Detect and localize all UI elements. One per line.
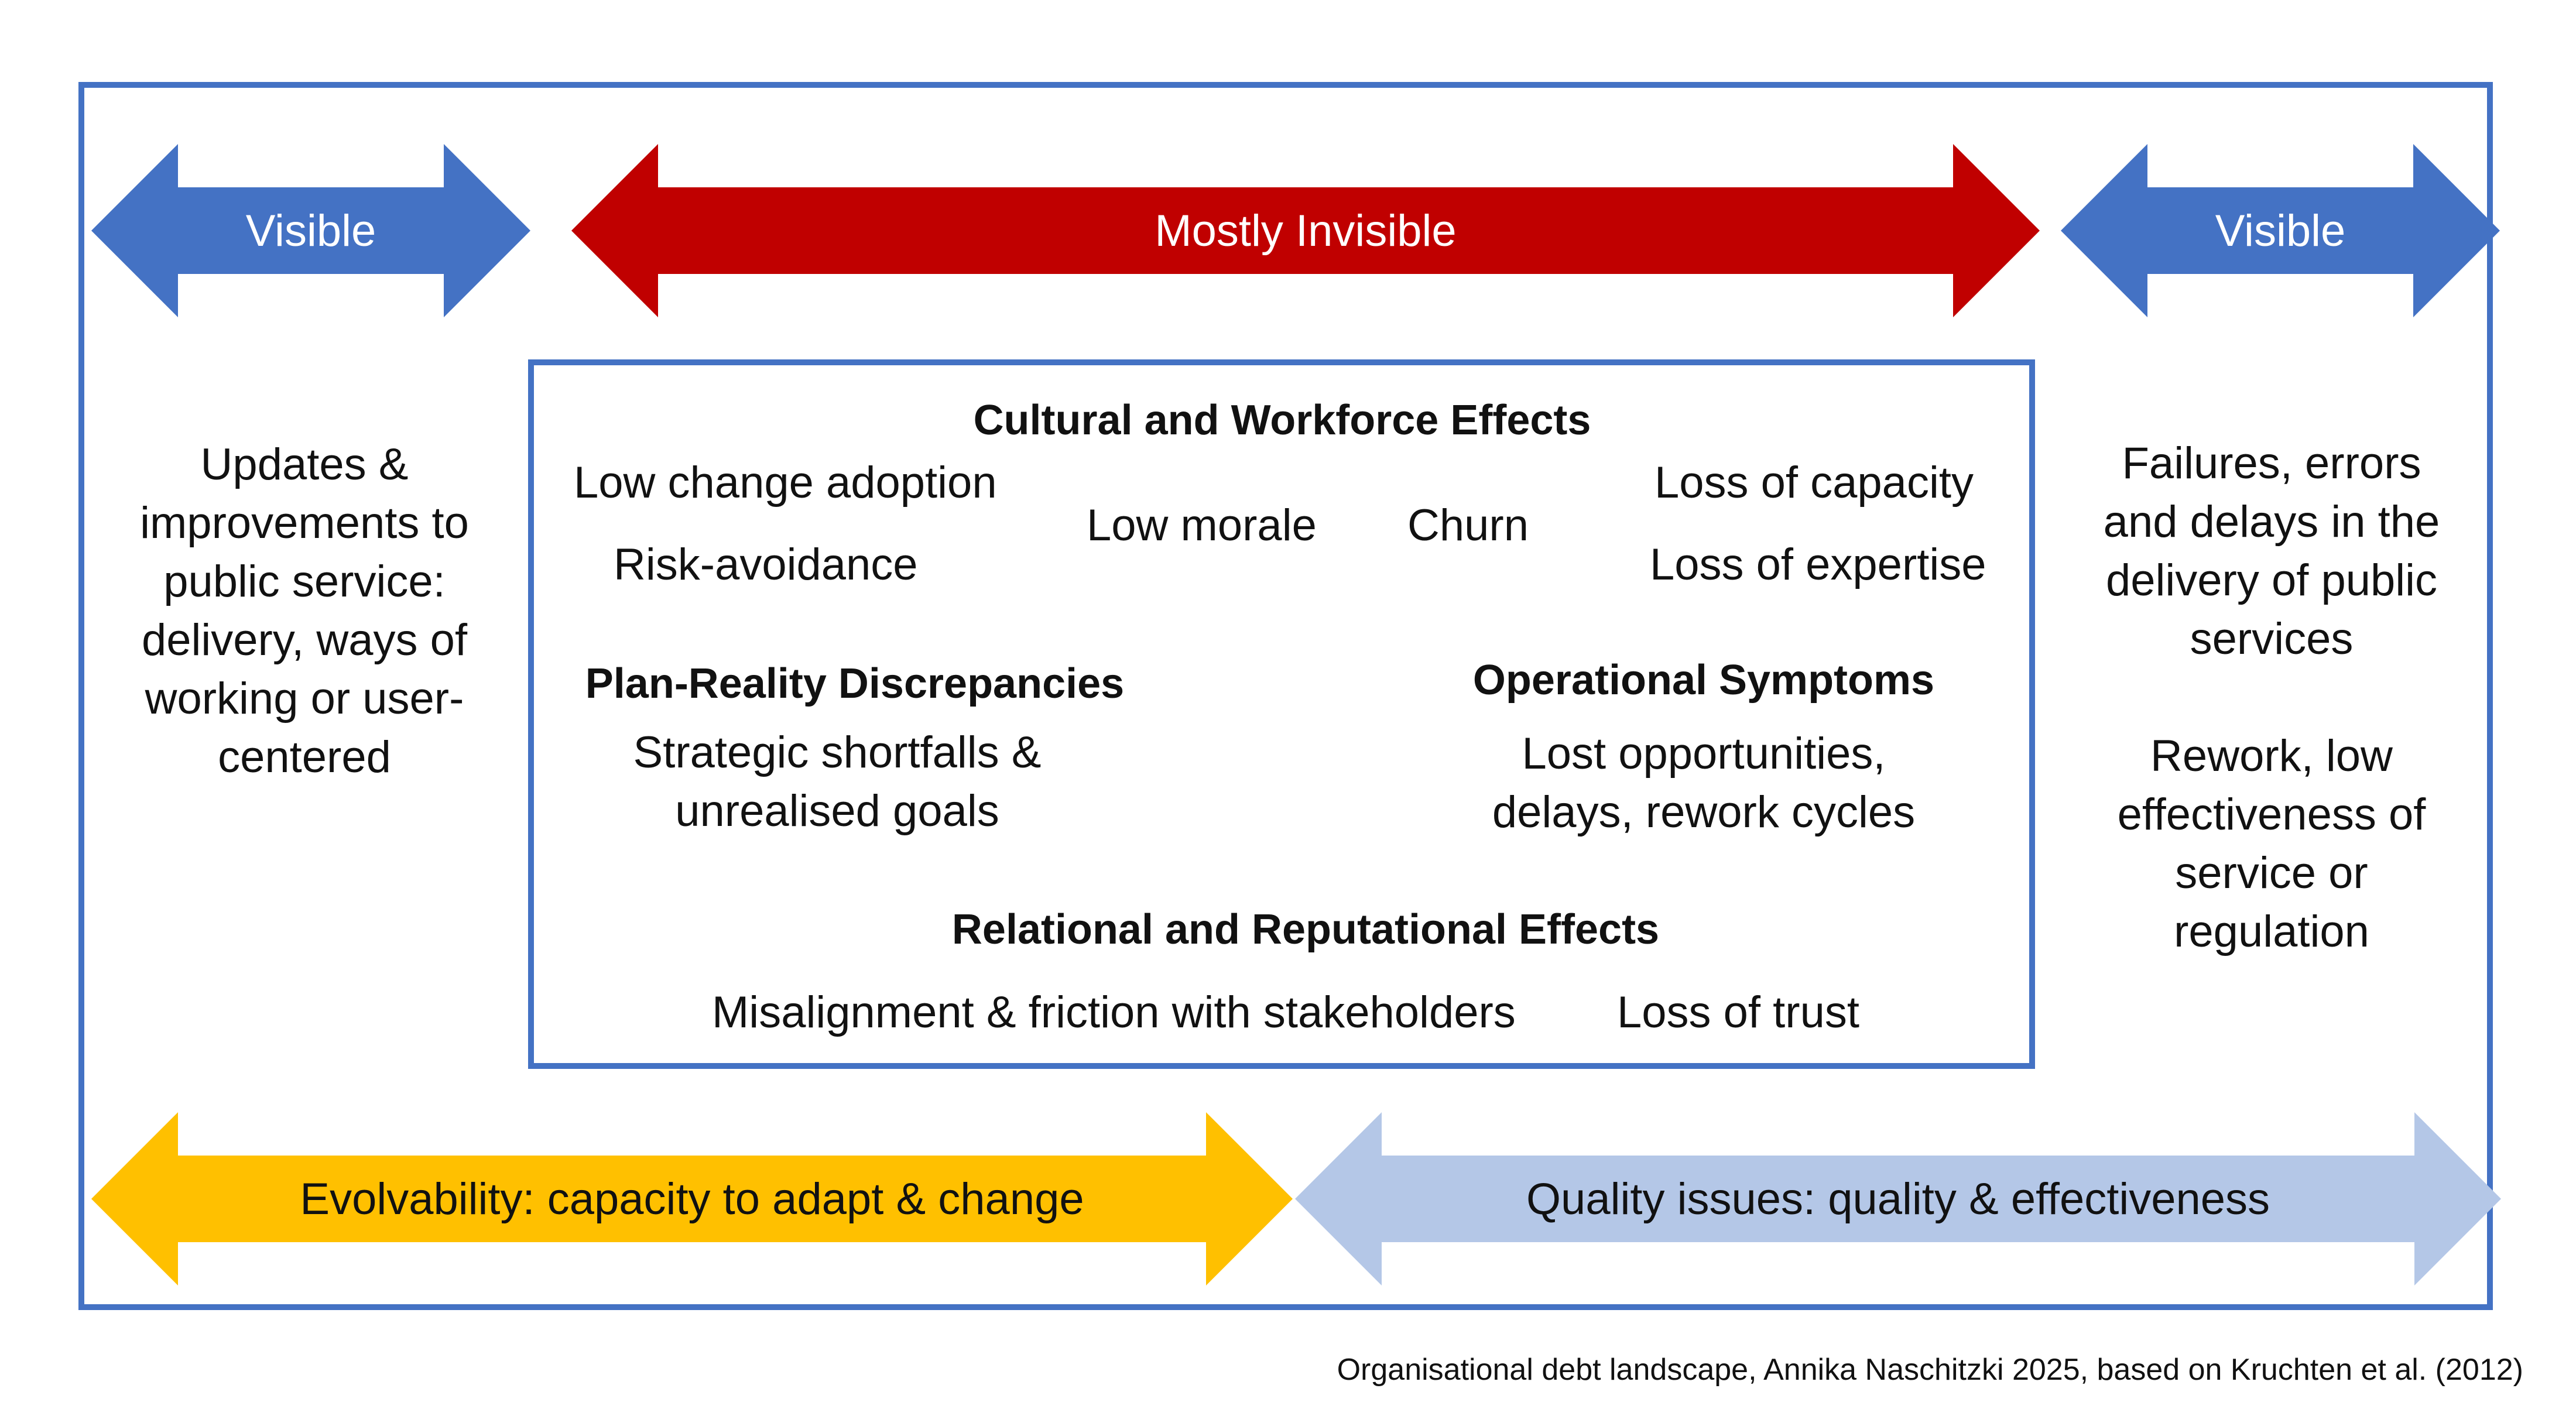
plan-reality-text: Strategic shortfalls & unrealised goals (633, 728, 1042, 836)
churn: Churn (1407, 500, 1529, 550)
relational-reputational-heading: Relational and Reputational Effects (951, 906, 1660, 953)
visible-right-label: Visible (2215, 205, 2346, 256)
right-visible-text: Failures, errors and delays in the delivery of public services Rework, low effectiveness of service or regulation (2103, 438, 2440, 957)
operational-symptoms-heading: Operational Symptoms (1472, 657, 1935, 704)
visible-left-label: Visible (245, 205, 376, 256)
cultural-workforce-heading: Cultural and Workforce Effects (973, 397, 1591, 444)
plan-reality-heading: Plan-Reality Discrepancies (585, 660, 1125, 707)
loss-of-expertise: Loss of expertise (1650, 540, 1986, 589)
operational-symptoms-text: Lost opportunities, delays, rework cycles (1492, 729, 1916, 837)
loss-of-trust: Loss of trust (1617, 988, 1859, 1037)
risk-avoidance: Risk-avoidance (614, 540, 918, 589)
quality-issues-label: Quality issues: quality & effectiveness (1526, 1174, 2270, 1224)
mostly-invisible-label: Mostly Invisible (1155, 205, 1457, 256)
caption: Organisational debt landscape, Annika Naschitzki 2025, based on Kruchten et al. (2012) (1337, 1353, 2523, 1387)
evolvability-label: Evolvability: capacity to adapt & change (300, 1174, 1084, 1224)
left-visible-text: Updates & improvements to public service: delivery, ways of working or user- centered (140, 440, 469, 782)
low-change-adoption: Low change adoption (574, 458, 997, 508)
loss-of-capacity: Loss of capacity (1654, 458, 1974, 508)
misalignment-friction: Misalignment & friction with stakeholders (712, 988, 1516, 1037)
low-morale: Low morale (1087, 500, 1317, 550)
